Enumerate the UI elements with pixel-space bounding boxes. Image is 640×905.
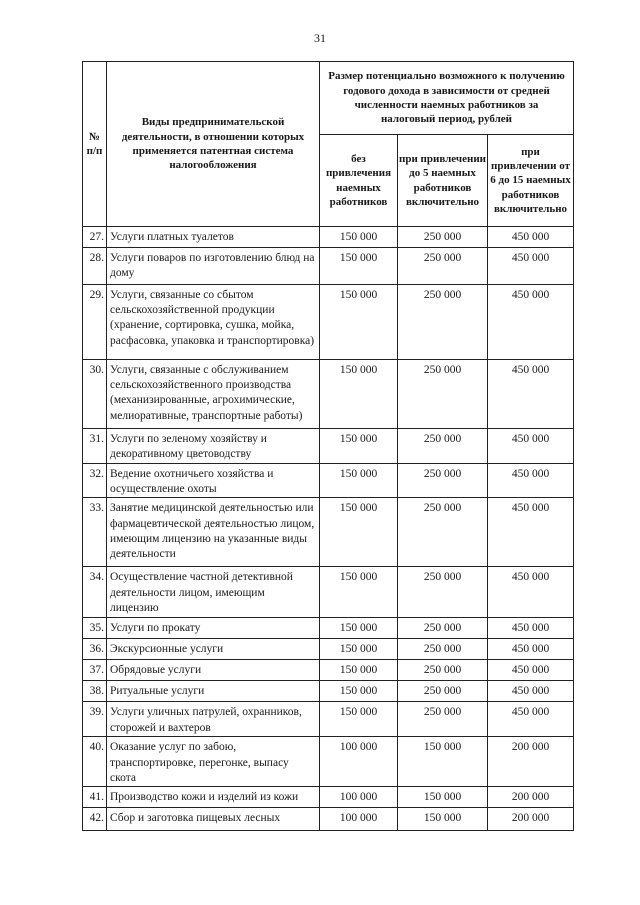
- income-up-to-5: 250 000: [398, 464, 488, 498]
- row-number: 32.: [83, 464, 107, 498]
- activity-name: Услуги по прокату: [107, 618, 320, 639]
- activity-name: Занятие медицинской деятельностью или фармацевтической деятельностью лицом, имеющим лицензию на указанные виды деятельности: [107, 498, 320, 567]
- income-up-to-5: 250 000: [398, 639, 488, 660]
- income-no-employees: 150 000: [320, 248, 398, 285]
- activity-name: Осуществление частной детективной деятельности лицом, имеющим лицензию: [107, 567, 320, 618]
- income-no-employees: 150 000: [320, 498, 398, 567]
- row-number: 33.: [83, 498, 107, 567]
- page-number: 31: [314, 31, 326, 45]
- income-no-employees: 150 000: [320, 639, 398, 660]
- income-6-to-15: 200 000: [488, 787, 574, 808]
- income-6-to-15: 450 000: [488, 227, 574, 248]
- income-6-to-15: 450 000: [488, 660, 574, 681]
- activity-name: Обрядовые услуги: [107, 660, 320, 681]
- activity-name: Ритуальные услуги: [107, 681, 320, 702]
- table-row: [83, 681, 574, 702]
- income-up-to-5: 250 000: [398, 360, 488, 429]
- header-no-employees: без привлечения наемных работников: [320, 135, 398, 227]
- income-6-to-15: 200 000: [488, 808, 574, 831]
- income-6-to-15: 450 000: [488, 639, 574, 660]
- income-no-employees: 150 000: [320, 360, 398, 429]
- table-row: [83, 464, 574, 498]
- table-row: [83, 618, 574, 639]
- activity-name: Оказание услуг по забою, транспортировке, перегонке, выпасу скота: [107, 737, 320, 787]
- activity-name: Производство кожи и изделий из кожи: [107, 787, 320, 808]
- income-no-employees: 150 000: [320, 567, 398, 618]
- activity-name: Услуги платных туалетов: [107, 227, 320, 248]
- income-6-to-15: 450 000: [488, 681, 574, 702]
- income-no-employees: 150 000: [320, 464, 398, 498]
- table-row: [83, 639, 574, 660]
- income-up-to-5: 250 000: [398, 498, 488, 567]
- income-no-employees: 100 000: [320, 787, 398, 808]
- row-number: 39.: [83, 702, 107, 737]
- income-6-to-15: 450 000: [488, 285, 574, 360]
- income-no-employees: 150 000: [320, 660, 398, 681]
- row-number: 35.: [83, 618, 107, 639]
- header-up-to-5-employees: при привлечении до 5 наемных работников включительно: [398, 135, 488, 227]
- activity-name: Услуги, связанные со сбытом сельскохозяйственной продукции (хранение, сортировка, сушка, мойка, расфасовка, упаковка и транспортировка): [107, 285, 320, 360]
- table-row: [83, 660, 574, 681]
- income-no-employees: 150 000: [320, 227, 398, 248]
- income-6-to-15: 450 000: [488, 429, 574, 464]
- row-number: 40.: [83, 737, 107, 787]
- income-no-employees: 150 000: [320, 702, 398, 737]
- table-row: [83, 737, 574, 787]
- income-up-to-5: 250 000: [398, 285, 488, 360]
- income-up-to-5: 150 000: [398, 737, 488, 787]
- header-row-group: [83, 62, 574, 135]
- income-up-to-5: 250 000: [398, 618, 488, 639]
- income-6-to-15: 200 000: [488, 737, 574, 787]
- header-activity-type: Виды предпринимательской деятельности, в отношении которых применяется патентная система налогообложения: [107, 62, 320, 227]
- table-row: [83, 787, 574, 808]
- income-6-to-15: 450 000: [488, 702, 574, 737]
- table-row: [83, 702, 574, 737]
- activity-name: Экскурсионные услуги: [107, 639, 320, 660]
- income-up-to-5: 150 000: [398, 808, 488, 831]
- income-no-employees: 100 000: [320, 808, 398, 831]
- income-no-employees: 150 000: [320, 429, 398, 464]
- income-no-employees: 150 000: [320, 618, 398, 639]
- header-6-to-15-employees: при привлечении от 6 до 15 наемных работников включительно: [488, 135, 574, 227]
- row-number: 36.: [83, 639, 107, 660]
- income-6-to-15: 450 000: [488, 248, 574, 285]
- income-6-to-15: 450 000: [488, 464, 574, 498]
- income-up-to-5: 250 000: [398, 681, 488, 702]
- row-number: 42.: [83, 808, 107, 831]
- table-row: [83, 429, 574, 464]
- row-number: 41.: [83, 787, 107, 808]
- table-row: [83, 285, 574, 360]
- table-row: [83, 498, 574, 567]
- income-up-to-5: 250 000: [398, 248, 488, 285]
- row-number: 28.: [83, 248, 107, 285]
- income-6-to-15: 450 000: [488, 618, 574, 639]
- activity-name: Ведение охотничьего хозяйства и осуществление охоты: [107, 464, 320, 498]
- row-number: 38.: [83, 681, 107, 702]
- row-number: 34.: [83, 567, 107, 618]
- income-up-to-5: 250 000: [398, 702, 488, 737]
- row-number: 29.: [83, 285, 107, 360]
- income-6-to-15: 450 000: [488, 567, 574, 618]
- table-row: [83, 567, 574, 618]
- income-6-to-15: 450 000: [488, 498, 574, 567]
- income-6-to-15: 450 000: [488, 360, 574, 429]
- row-number: 30.: [83, 360, 107, 429]
- income-no-employees: 100 000: [320, 737, 398, 787]
- income-no-employees: 150 000: [320, 681, 398, 702]
- table-row: [83, 227, 574, 248]
- header-number: № п/п: [83, 62, 107, 227]
- income-up-to-5: 250 000: [398, 429, 488, 464]
- table-row: [83, 248, 574, 285]
- row-number: 31.: [83, 429, 107, 464]
- income-up-to-5: 250 000: [398, 660, 488, 681]
- activity-name: Сбор и заготовка пищевых лесных: [107, 808, 320, 831]
- table-row: [83, 808, 574, 831]
- header-income-size: Размер потенциально возможного к получению годового дохода в зависимости от средней численности наемных работников за налоговый период, рублей: [320, 62, 574, 135]
- activity-name: Услуги уличных патрулей, охранников, сторожей и вахтеров: [107, 702, 320, 737]
- income-up-to-5: 250 000: [398, 227, 488, 248]
- income-up-to-5: 250 000: [398, 567, 488, 618]
- income-no-employees: 150 000: [320, 285, 398, 360]
- activity-name: Услуги поваров по изготовлению блюд на дому: [107, 248, 320, 285]
- row-number: 27.: [83, 227, 107, 248]
- patent-income-table: [82, 61, 574, 831]
- row-number: 37.: [83, 660, 107, 681]
- activity-name: Услуги, связанные с обслуживанием сельскохозяйственного производства (механизированные, агрохимические, мелиоративные, транспортные работы): [107, 360, 320, 429]
- income-up-to-5: 150 000: [398, 787, 488, 808]
- activity-name: Услуги по зеленому хозяйству и декоративному цветоводству: [107, 429, 320, 464]
- table-row: [83, 360, 574, 429]
